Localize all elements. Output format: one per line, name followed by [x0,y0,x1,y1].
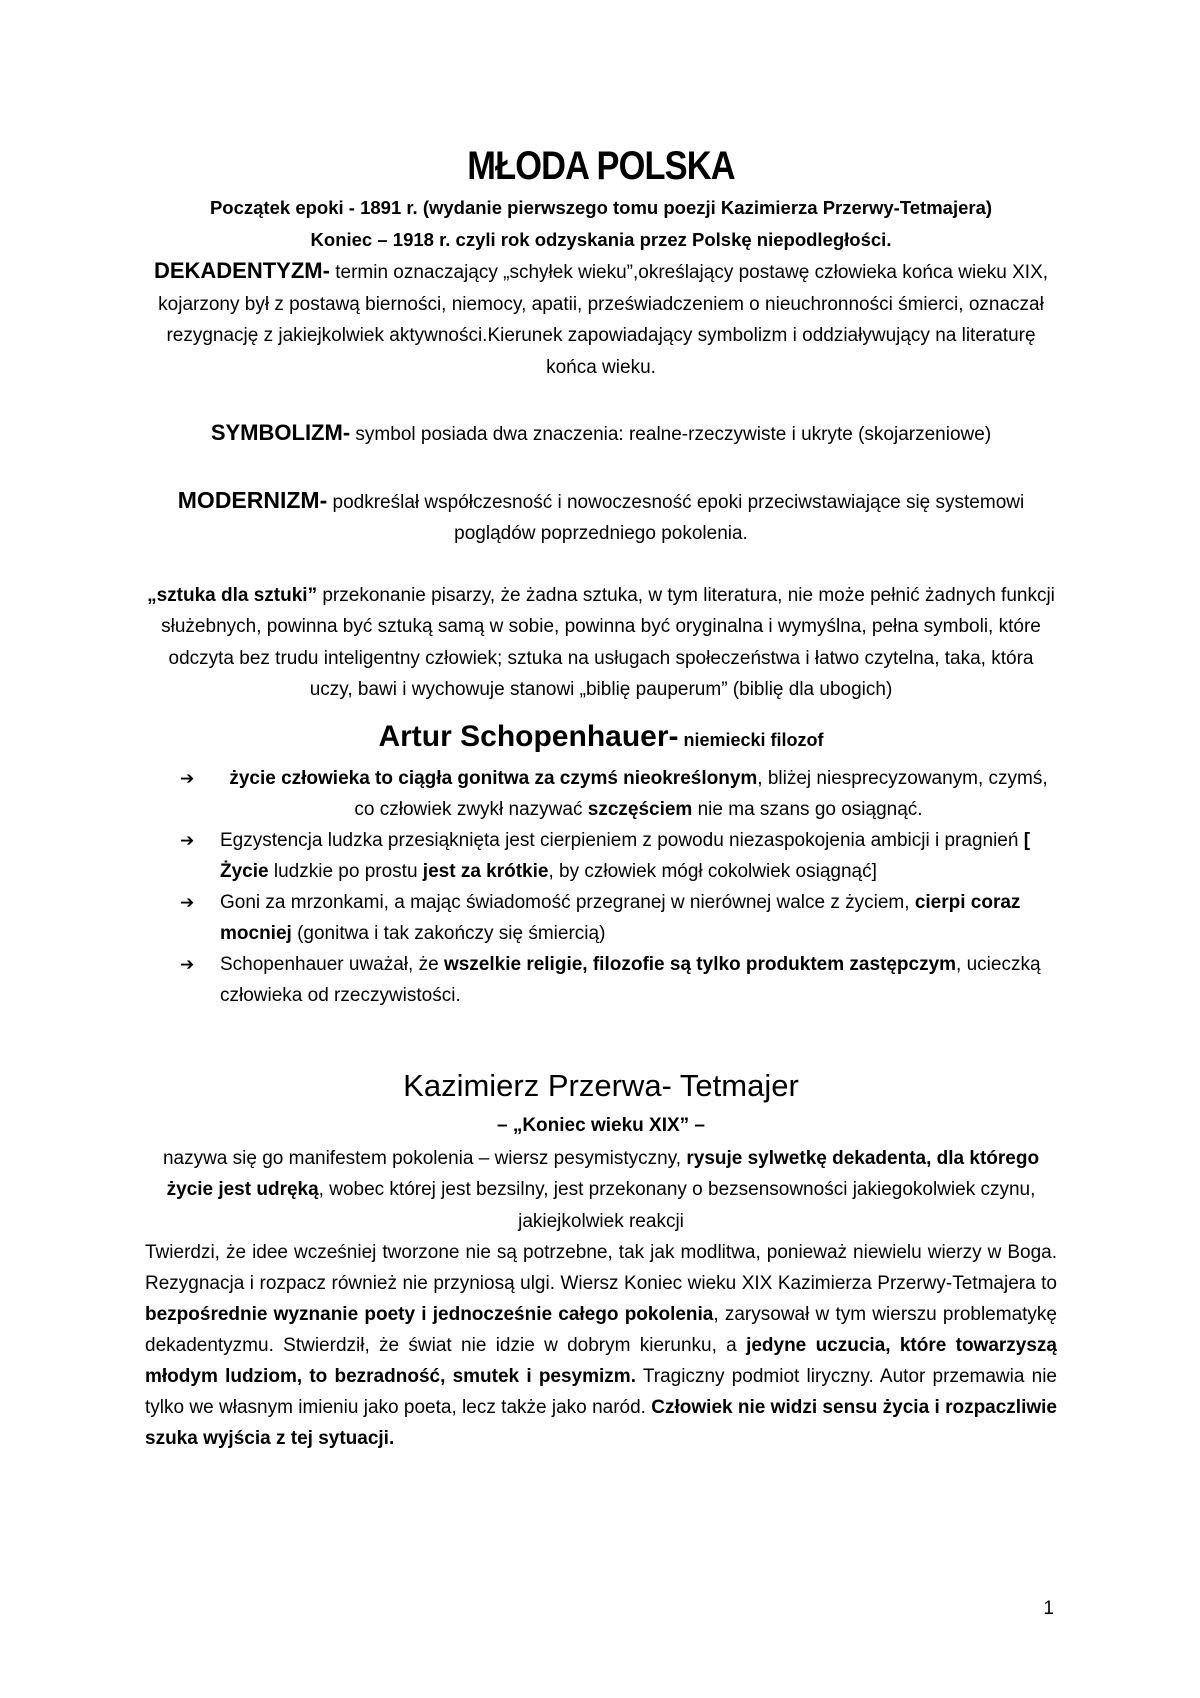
sztuka-term: „sztuka dla sztuki” [147,584,318,606]
schopenhauer-list [145,763,1057,1011]
bullet-bold: szczęściem [587,798,693,820]
bullet-bold: cierpi coraz mocniej [220,891,1021,944]
arrow-icon: ➔ [180,892,195,912]
bullet-text: , by człowiek mógł cokolwiek osiągnąć] [548,860,877,882]
bullet-bold: wszelkie religie, filozofie są tylko produktem zastępczym [443,953,957,975]
bullet-bold: [ Życie [220,829,1031,882]
list-item [145,887,1057,949]
bullet-text: , bliżej niesprecyzowanym, czymś, co człowiek zwykł nazywać [354,767,1048,820]
schopenhauer-subtitle: niemiecki filozof [678,729,824,750]
symbolizm-text: symbol posiada dwa znaczenia: realne-rzeczywiste i ukryte (skojarzeniowe) [350,424,992,445]
bullet-text: Goni za mrzonkami, a mając świadomość przegranej w nierównej walce z życiem, [220,891,915,913]
dekadentyzm-paragraph [145,255,1057,383]
arrow-icon: ➔ [180,830,195,850]
dekadentyzm-term: DEKADENTYZM- [153,258,330,283]
dekadentyzm-text: termin oznaczający „schyłek wieku”,określający postawę człowieka końca wieku XIX, kojarzony był z postawą bierności, niemocy, apatii, przeświadczeniem o nieuchronności śmierci, oznaczał rezygnację z jakiejkolwiek aktywności.Kierunek zapowiadający symbolizm i oddziaływujący na literaturę końca wieku. [158,262,1049,378]
bullet-text: Egzystencja ludzka przesiąknięta jest cierpieniem z powodu niezaspokojenia ambicji i pragnień [220,829,1024,851]
list-item [145,825,1057,887]
epoch-end-line: Koniec – 1918 r. czyli rok odzyskania przez Polskę niepodległości. [310,228,892,250]
schopenhauer-heading [145,714,1057,763]
bullet-text: Schopenhauer uważał, że [220,953,444,975]
tetmajer-heading: Kazimierz Przerwa- Tetmajer [403,1067,799,1103]
list-item [145,949,1057,1011]
epoch-start-line: Początek epoki - 1891 r. (wydanie pierwszego tomu poezji Kazimierza Przerwy-Tetmajera) [209,197,993,218]
bullet-text: , ucieczką człowieka od rzeczywistości. [220,953,1041,1006]
paragraph-text: , wobec której jest bezsilny, jest przekonany o bezsensowności jakiegokolwiek czynu, jakiejkolwiek reakcji [318,1179,1036,1232]
paragraph-bold: Człowiek nie widzi sensu życia i rozpaczliwie szuka wyjścia z tej sytuacji. [145,1397,1057,1449]
bullet-text: (gonitwa i tak zakończy się śmiercią) [291,922,606,944]
bullet-text: nie ma szans go osiągnąć. [692,798,923,820]
paragraph-text: nazywa się go manifestem pokolenia – wiersz pesymistyczny, [162,1147,687,1169]
bullet-bold: życie człowieka to ciągła gonitwa za czymś nieokreślonym [229,767,758,789]
paragraph-text: , zarysował w tym wierszu problematykę dekadentyzmu. Stwierdził, że świat nie idzie w dobrym kierunku, a [145,1304,1057,1356]
document-page [145,140,1057,1454]
paragraph-bold: bezpośrednie wyznanie poety i jednocześnie całego pokolenia [145,1304,714,1325]
page-title: MŁODA POLSKA [467,144,735,188]
arrow-icon: ➔ [180,768,195,788]
sztuka-paragraph [145,580,1057,706]
paragraph-bold: jedyne uczucia, które towarzyszą młodym ludziom, to bezradność, smutek i pesymizm. [145,1335,1057,1387]
paragraph-text: Tragiczny podmiot liryczny. Autor przemawia nie tylko we własnym imieniu jako poeta, lecz także jako naród. [145,1366,1057,1418]
arrow-icon: ➔ [180,954,195,974]
modernizm-term: MODERNIZM- [177,486,328,513]
tetmajer-paragraph-1 [145,1143,1057,1238]
poem-title: – „Koniec wieku XIX” – [496,1114,706,1136]
paragraph-text: Twierdzi, że idee wcześniej tworzone nie są potrzebne, tak jak modlitwa, ponieważ niewielu wierzy w Boga. Rezygnacja i rozpacz również nie przyniosą ulgi. Wiersz Koniec wieku XIX Kazimierza Przerwy-Tetmajera to [145,1242,1057,1294]
tetmajer-paragraph-2 [145,1237,1057,1454]
symbolizm-paragraph [145,417,1057,451]
sztuka-text: przekonanie pisarzy, że żadna sztuka, w tym literatura, nie może pełnić żadnych funkcji służebnych, powinna być sztuką samą w sobie, powinna być oryginalna i wymyślna, pełna symboli, które odczyta bez trudu inteligentny człowiek; sztuka na usługach społeczeństwa i łatwo czytelna, taka, która uczy, bawi i wychowuje stanowi „biblię pauperum” (biblię dla ubogich) [161,584,1055,700]
modernizm-paragraph [145,485,1057,550]
paragraph-bold: rysuje sylwetkę dekadenta, dla którego życie jest udręką [166,1147,1040,1200]
list-item [145,763,1057,825]
modernizm-text: podkreślał współczesność i nowoczesność epoki przeciwstawiające się systemowi poglądów poprzedniego pokolenia. [327,491,1025,544]
bullet-text: ludzkie po prostu [268,860,423,882]
bullet-bold: jest za krótkie [422,860,549,882]
schopenhauer-name: Artur Schopenhauer- [378,719,679,753]
symbolizm-term: SYMBOLIZM- [210,420,351,445]
page-number: 1 [1043,1598,1054,1619]
